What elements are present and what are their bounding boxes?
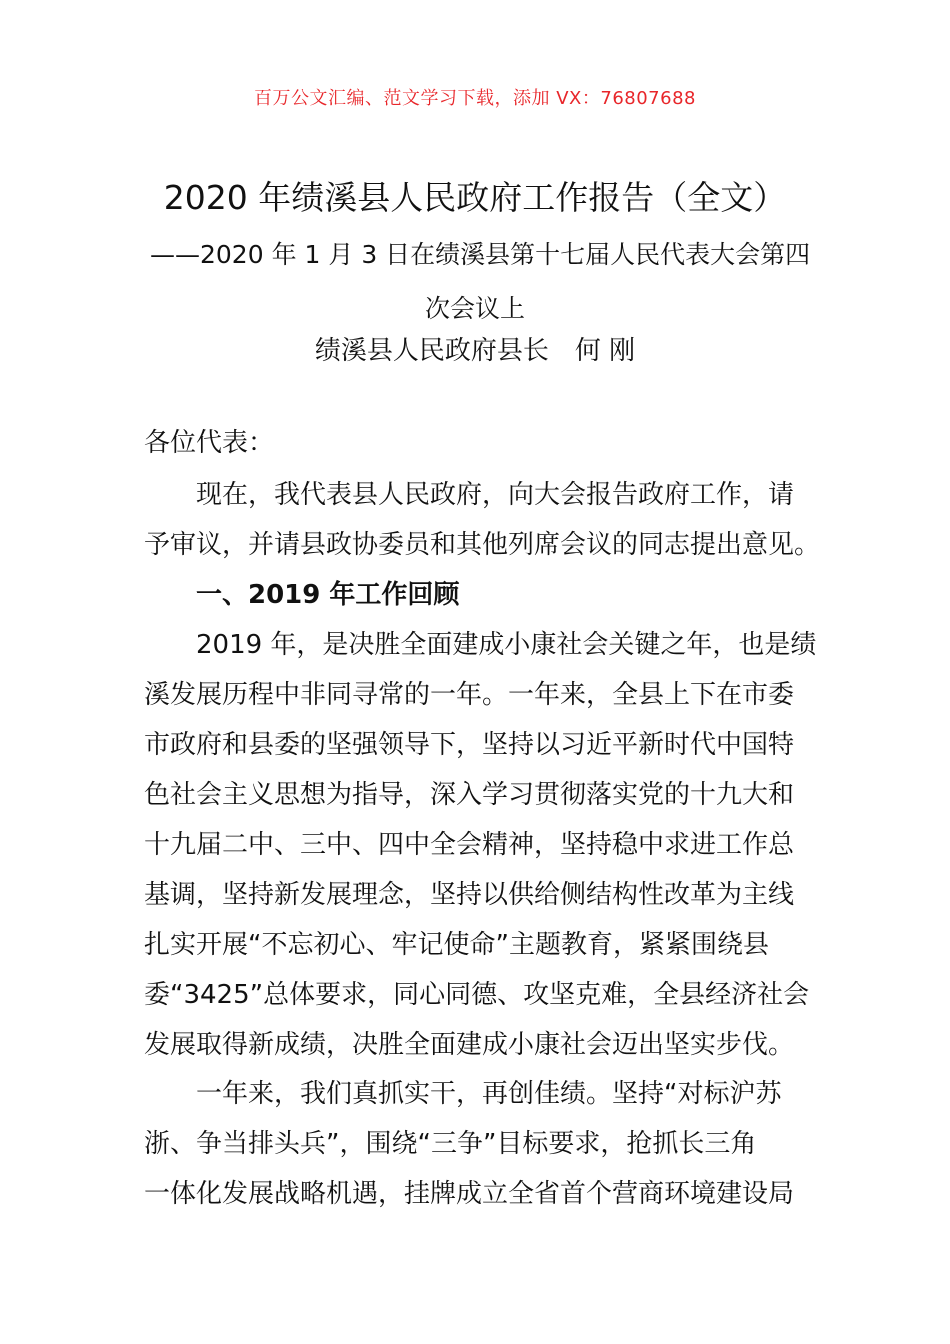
paragraph-line: 扎实开展“不忘初心、牢记使命”主题教育，紧紧围绕县 xyxy=(144,930,769,960)
paragraph-line: 一年来，我们真抓实干，再创佳绩。坚持“对标沪苏 xyxy=(196,1079,782,1109)
document-subtitle xyxy=(150,228,811,336)
watermark-banner: 百万公文汇编、范文学习下载，添加 VX：76807688 xyxy=(254,88,696,109)
document-title: 2020 年绩溪县人民政府工作报告（全文） xyxy=(163,178,787,217)
paragraph-line: 现在，我代表县人民政府，向大会报告政府工作，请 xyxy=(196,480,795,510)
subtitle-line: 次会议上 xyxy=(424,294,525,323)
paragraph-line: 予审议，并请县政协委员和其他列席会议的同志提出意见。 xyxy=(144,530,821,560)
paragraph-line: 委“3425”总体要求，同心同德、攻坚克难，全县经济社会 xyxy=(144,980,810,1010)
paragraph-line: 基调，坚持新发展理念，坚持以供给侧结构性改革为主线 xyxy=(144,880,795,910)
paragraph-line: 2019 年，是决胜全面建成小康社会关键之年，也是绩 xyxy=(196,630,817,660)
paragraph-line: 一体化发展战略机遇，挂牌成立全省首个营商环境建设局 xyxy=(144,1179,795,1209)
paragraph-line: 十九届二中、三中、四中全会精神，坚持稳中求进工作总 xyxy=(144,830,795,860)
subtitle-line: ——2020 年 1 月 3 日在绩溪县第十七届人民代表大会第四 xyxy=(150,240,811,269)
paragraph-line: 溪发展历程中非同寻常的一年。一年来，全县上下在市委 xyxy=(144,680,795,710)
paragraph-line: 色社会主义思想为指导，深入学习贯彻落实党的十九大和 xyxy=(144,780,795,810)
paragraph-line: 发展取得新成绩，决胜全面建成小康社会迈出坚实步伐。 xyxy=(144,1030,795,1060)
paragraph-line: 浙、争当排头兵”，围绕“三争”目标要求，抢抓长三角 xyxy=(144,1129,757,1159)
paragraph-achievements xyxy=(144,1069,806,1219)
greeting: 各位代表： xyxy=(144,428,275,458)
paragraph-line: 市政府和县委的坚强领导下，坚持以习近平新时代中国特 xyxy=(144,730,795,760)
paragraph-review xyxy=(144,620,817,1070)
section-heading: 一、2019 年工作回顾 xyxy=(196,580,460,610)
paragraph-intro xyxy=(144,470,821,570)
document-author: 绩溪县人民政府县长 何 刚 xyxy=(314,336,636,366)
